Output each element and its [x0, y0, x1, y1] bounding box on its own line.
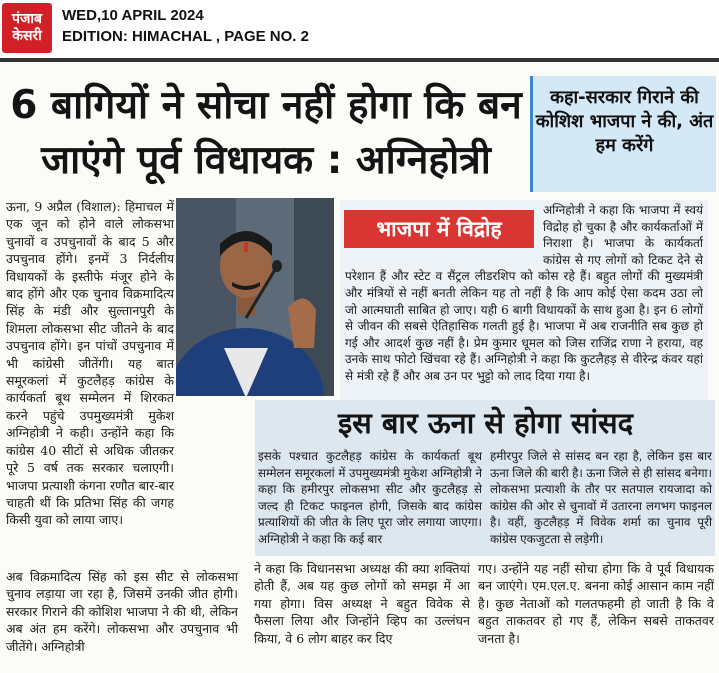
headline-line-2: जाएंगे पूर्व विधायक : अग्निहोत्री: [41, 138, 491, 183]
article-headline: [6, 78, 526, 188]
article-body-column-4: ने कहा कि विधानसभा अध्यक्ष की क्या शक्तियां होती हैं, अब यह कुछ लोगों को समझ में आ गया होगा। विस अध्यक्ष ने बहुत विवेक से फैसला लिया और जिन्होंने व्हिप का उल्लंघन किया, वे 6 लोग बाहर कर दिए: [254, 561, 470, 646]
logo-line-2: केसरी: [12, 28, 42, 44]
una-mp-subheadline: इस बार ऊना से होगा सांसद: [337, 406, 634, 440]
article-body-column-5: गए। उन्होंने यह नहीं सोचा होगा कि वे पूर्व विधायक बन जाएंगे। एम.एल.ए. बनना कोई आसान काम नहीं है। कुछ नेताओं को गलतफहमी हो जाती है कि वे बहुत ताकतवर हो गए हैं, लेकिन सबसे ताकतवर जनता है।: [478, 561, 714, 646]
headline-line-1: 6 बागियों ने सोचा नहीं होगा कि बन: [10, 83, 522, 128]
edition-line: EDITION: HIMACHAL , PAGE NO. 2: [62, 28, 309, 45]
edition-meta: [62, 5, 309, 47]
pull-quote-box: [530, 76, 716, 192]
speaker-photo-illustration: [176, 198, 334, 396]
logo-line-1: पंजाब: [12, 11, 42, 27]
pull-quote-text: कहा-सरकार गिराने की कोशिश भाजपा ने की, अंत हम करेंगे: [535, 87, 714, 156]
speaker-photo: [176, 198, 334, 396]
punjab-kesari-logo: [2, 3, 52, 53]
article-body-column-3: हमीरपुर जिले से सांसद बन रहा है, लेकिन इस बार ऊना जिले की बारी है। ऊना जिले से ही सांसद बनेगा। लोकसभा प्रत्याशी के तौर पर सतपाल रायजादा को कांग्रेस की ओर से चुनावों में उतारना लगभग फाइनल है। वहीं, कुटलैहड़ में विवेक शर्मा का चुनाव पूरी कांग्रेस एकजुटता से लड़ेगी।: [490, 449, 712, 546]
article-body-column-2: इसके पश्चात कुटलैहड़ कांग्रेस के कार्यकर्ता बूथ सम्मेलन समूरकलां में उपमुख्यमंत्री मुकेश अग्निहोत्री ने कहा कि हमीरपुर लोकसभा सीट और कुटलैहड़ से जल्द ही टिकट फाइनल होगी, जिसके बाद कांग्रेस प्रत्याशियों की जीत के लिए पूरा जोर लगाया जाएगा। अग्निहोत्री ने कहा कि कई बार: [258, 449, 482, 546]
date-line: WED,10 APRIL 2024: [62, 7, 204, 24]
article-body-column-1-continued: अब विक्रमादित्य सिंह को इस सीट से लोकसभा चुनाव लड़ाया जा रहा है, जिसमें उनकी जीत होगी। सरकार गिराने की कोशिश भाजपा ने की थी, लेकिन अब अंत हम करेंगे। लोकसभा और उपचुनाव भी जीतेंगे। अग्निहोत्री: [6, 569, 238, 654]
rebellion-sidebar-body: अग्निहोत्री ने कहा कि भाजपा में स्वयं विद्रोह हो चुका है और कार्यकर्ताओं में निराशा है। भाजपा के कार्यकर्ता कांग्रेस से गए लोगों को टिकट देने से परेशान हैं और स्टेट व सैंट्रल लीडरशिप को कोस रहे हैं। बहुत लोगों की मुख्यमंत्री और मंत्रियों से नहीं बनती लेकिन यह तो नहीं है कि आप कोई ऐसा कदम उठा लो जो आत्मघाती साबित हो जाए। यही 6 बागी विधायकों के साथ हुआ है। इन 6 लोगों से जीवन की सबसे ऐतिहासिक गलती हुई है। भाजपा में अब राजनीति सब कुछ हो गई और आदर्श कुछ नहीं है। प्रेम कुमार धूमल को जिस राजिंद्र राणा ने हराया, वह उनके साथ फोटो खिंचवा रहे हैं। अग्निहोत्री ने कहा कि कुटलैहड़ से वीरेन्द्र कंवर यहां से मंत्री रहे हैं और अब उन पर भुट्टो को लाद दिया गया है।: [345, 203, 703, 383]
article-body-column-1: ऊना, 9 अप्रैल (विशाल): हिमाचल में एक जून को होने वाले लोकसभा चुनावों व उपचुनावों के बाद 5 और उपचुनाव होंगे। इनमें 3 निर्दलीय विधायकों के इस्तीफे मंजूर होने के बाद होंगे और एक चुनाव विक्रमादित्य सिंह के मंडी और सुल्तानपुरी के शिमला लोकसभा सीट जीतने के बाद उपचुनाव होंगे। इन पांचों उपचुनाव में भी कांग्रेसी जीतेंगी। यह बात समूरकलां में कुटलैहड़ कांग्रेस के कार्यकर्ता बूथ सम्मेलन में शिरकत करने पहुंचे उपमुख्यमंत्री मुकेश अग्निहोत्री ने कही। उन्होंने कहा कि कांग्रेस 40 सीटों से अधिक जीतकर पूरे 5 वर्ष तक सरकार चलाएगी। भाजपा प्रत्याशी कंगना रणौत बार-बार चाहती थीं कि प्रतिभा सिंह की जगह किसी युवा को लाया जाए।: [6, 199, 174, 528]
rebellion-tag: भाजपा में विद्रोह: [344, 210, 534, 248]
